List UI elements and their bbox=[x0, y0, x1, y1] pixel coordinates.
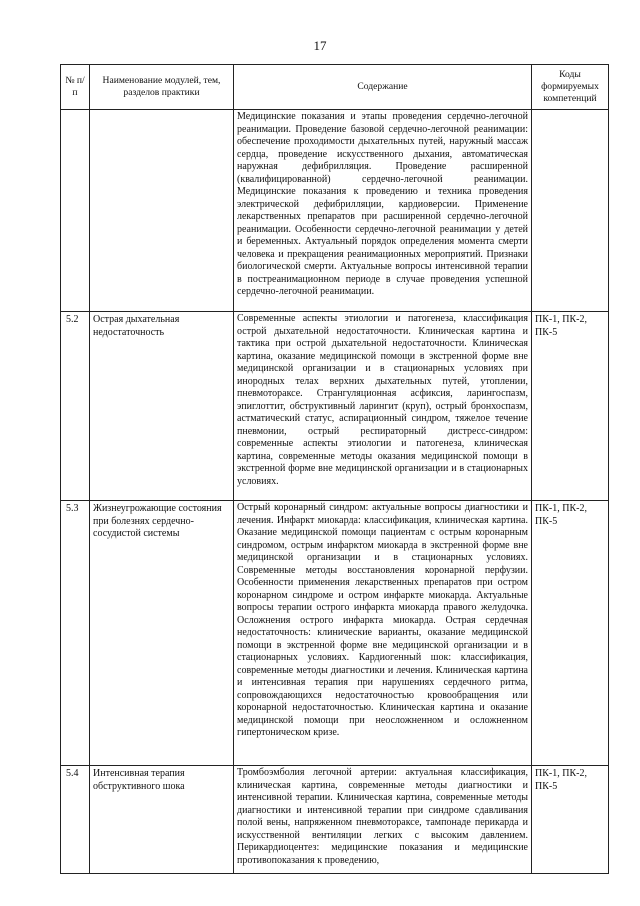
table-row bbox=[61, 110, 609, 312]
row-number: 5.3 bbox=[61, 501, 90, 766]
page-number: 17 bbox=[313, 38, 327, 53]
row-number bbox=[61, 110, 90, 312]
row-module-name: Жизнеугрожающие состояния при болезнях сердечно-сосудистой системы bbox=[90, 501, 234, 766]
row-competency-codes: ПК-1, ПК-2, ПК-5 bbox=[532, 501, 609, 766]
header-module-name: Наименование модулей, тем, разделов практики bbox=[90, 65, 234, 110]
row-content: Медицинские показания и этапы проведения сердечно-легочной реанимации. Проведение базовой сердечно-легочной реанимации: обеспечение проходимости дыхательных путей, наружный массаж сердца, проведение искусственного дыхания, автоматическая наружная дефибрилляция. Проведение расширенной (квалифицированной) сердечно-легочной реанимации. Медицинские показания к проведению и техника проведения электрической дефибрилляции, кардиоверсии. Применение лекарственных препаратов при расширенной сердечно-легочной реанимации. Особенности сердечно-легочной реанимации у детей и беременных. Актуальный порядок определения момента смерти человека и прекращения реанимационных мероприятий. Признаки биологической смерти. Актуальные вопросы интенсивной терапии в постреанимационном периоде в случае проведения успешной сердечно-легочной реанимации. bbox=[234, 110, 532, 312]
row-module-name: Интенсивная терапия обструктивного шока bbox=[90, 766, 234, 874]
table-row bbox=[61, 312, 609, 501]
header-number: № п/п bbox=[61, 65, 90, 110]
row-content: Современные аспекты этиологии и патогенеза, классификация острой дыхательной недостаточности. Клиническая картина и тактика при острой дыхательной недостаточности. Клиническая картина, оказание медицинской помощи в экстренной форме вне медицинской организации и в стационарных условиях при инородных телах верхних дыхательных путей, утоплении, пневмотораксе. Странгуляционная асфиксия, ларингоспазм, эпиглоттит, обструктивный ларингит (круп), острый бронхоспазм, астматический статус, аспирационный синдром, тяжелое течение пневмонии, острый респираторный дистресс-синдром: современные аспекты этиологии и патогенеза, клиническая картина, современные методы оказания медицинской помощи в экстренной форме вне медицинской организации и в стационарных условиях. bbox=[234, 312, 532, 501]
header-content: Содержание bbox=[234, 65, 532, 110]
row-competency-codes bbox=[532, 110, 609, 312]
table-row bbox=[61, 766, 609, 874]
table-header-row bbox=[61, 65, 609, 110]
curriculum-table bbox=[60, 64, 609, 874]
row-competency-codes: ПК-1, ПК-2, ПК-5 bbox=[532, 312, 609, 501]
row-number: 5.4 bbox=[61, 766, 90, 874]
row-content: Тромбоэмболия легочной артерии: актуальная классификация, клиническая картина, современные методы диагностики и интенсивной терапии. Клиническая картина, современные методы диагностики и интенсивной терапии при синдроме сдавливания полой вены, напряженном пневмотораксе, тампонаде перикарда и искусственной вентиляции легких с высоким давлением. Перикардиоцентез: медицинские показания и медицинские противопоказания к проведению, bbox=[234, 766, 532, 874]
table-row bbox=[61, 501, 609, 766]
row-number: 5.2 bbox=[61, 312, 90, 501]
row-content: Острый коронарный синдром: актуальные вопросы диагностики и лечения. Инфаркт миокарда: классификация, клиническая картина. Оказание медицинской помощи пациентам с острым коронарным синдромом, острым инфарктом миокарда в экстренной форме вне медицинской организации и в стационарных условиях. Современные методы восстановления коронарной перфузии. Особенности применения лекарственных препаратов при остром коронарном синдроме и остром инфаркте миокарда. Актуальные вопросы терапии острого инфаркта миокарда правого желудочка. Осложнения острого инфаркта миокарда. Острая сердечная недостаточность: клинические варианты, оказание медицинской помощи в экстренной форме вне медицинской организации и в стационарных условиях. Кардиогенный шок: классификация, современные методы диагностики и лечения. Клиническая картина и интенсивная терапия при нарушениях сердечного ритма, сопровождающихся недостаточностью кровообращения или коронарной недостаточностью. Клиническая картина и оказание медицинской помощи при неосложненном и осложненном гипертоническом кризе. bbox=[234, 501, 532, 766]
row-competency-codes: ПК-1, ПК-2, ПК-5 bbox=[532, 766, 609, 874]
row-module-name: Острая дыхательная недостаточность bbox=[90, 312, 234, 501]
header-competency-codes: Коды формируемых компетенций bbox=[532, 65, 609, 110]
row-module-name bbox=[90, 110, 234, 312]
